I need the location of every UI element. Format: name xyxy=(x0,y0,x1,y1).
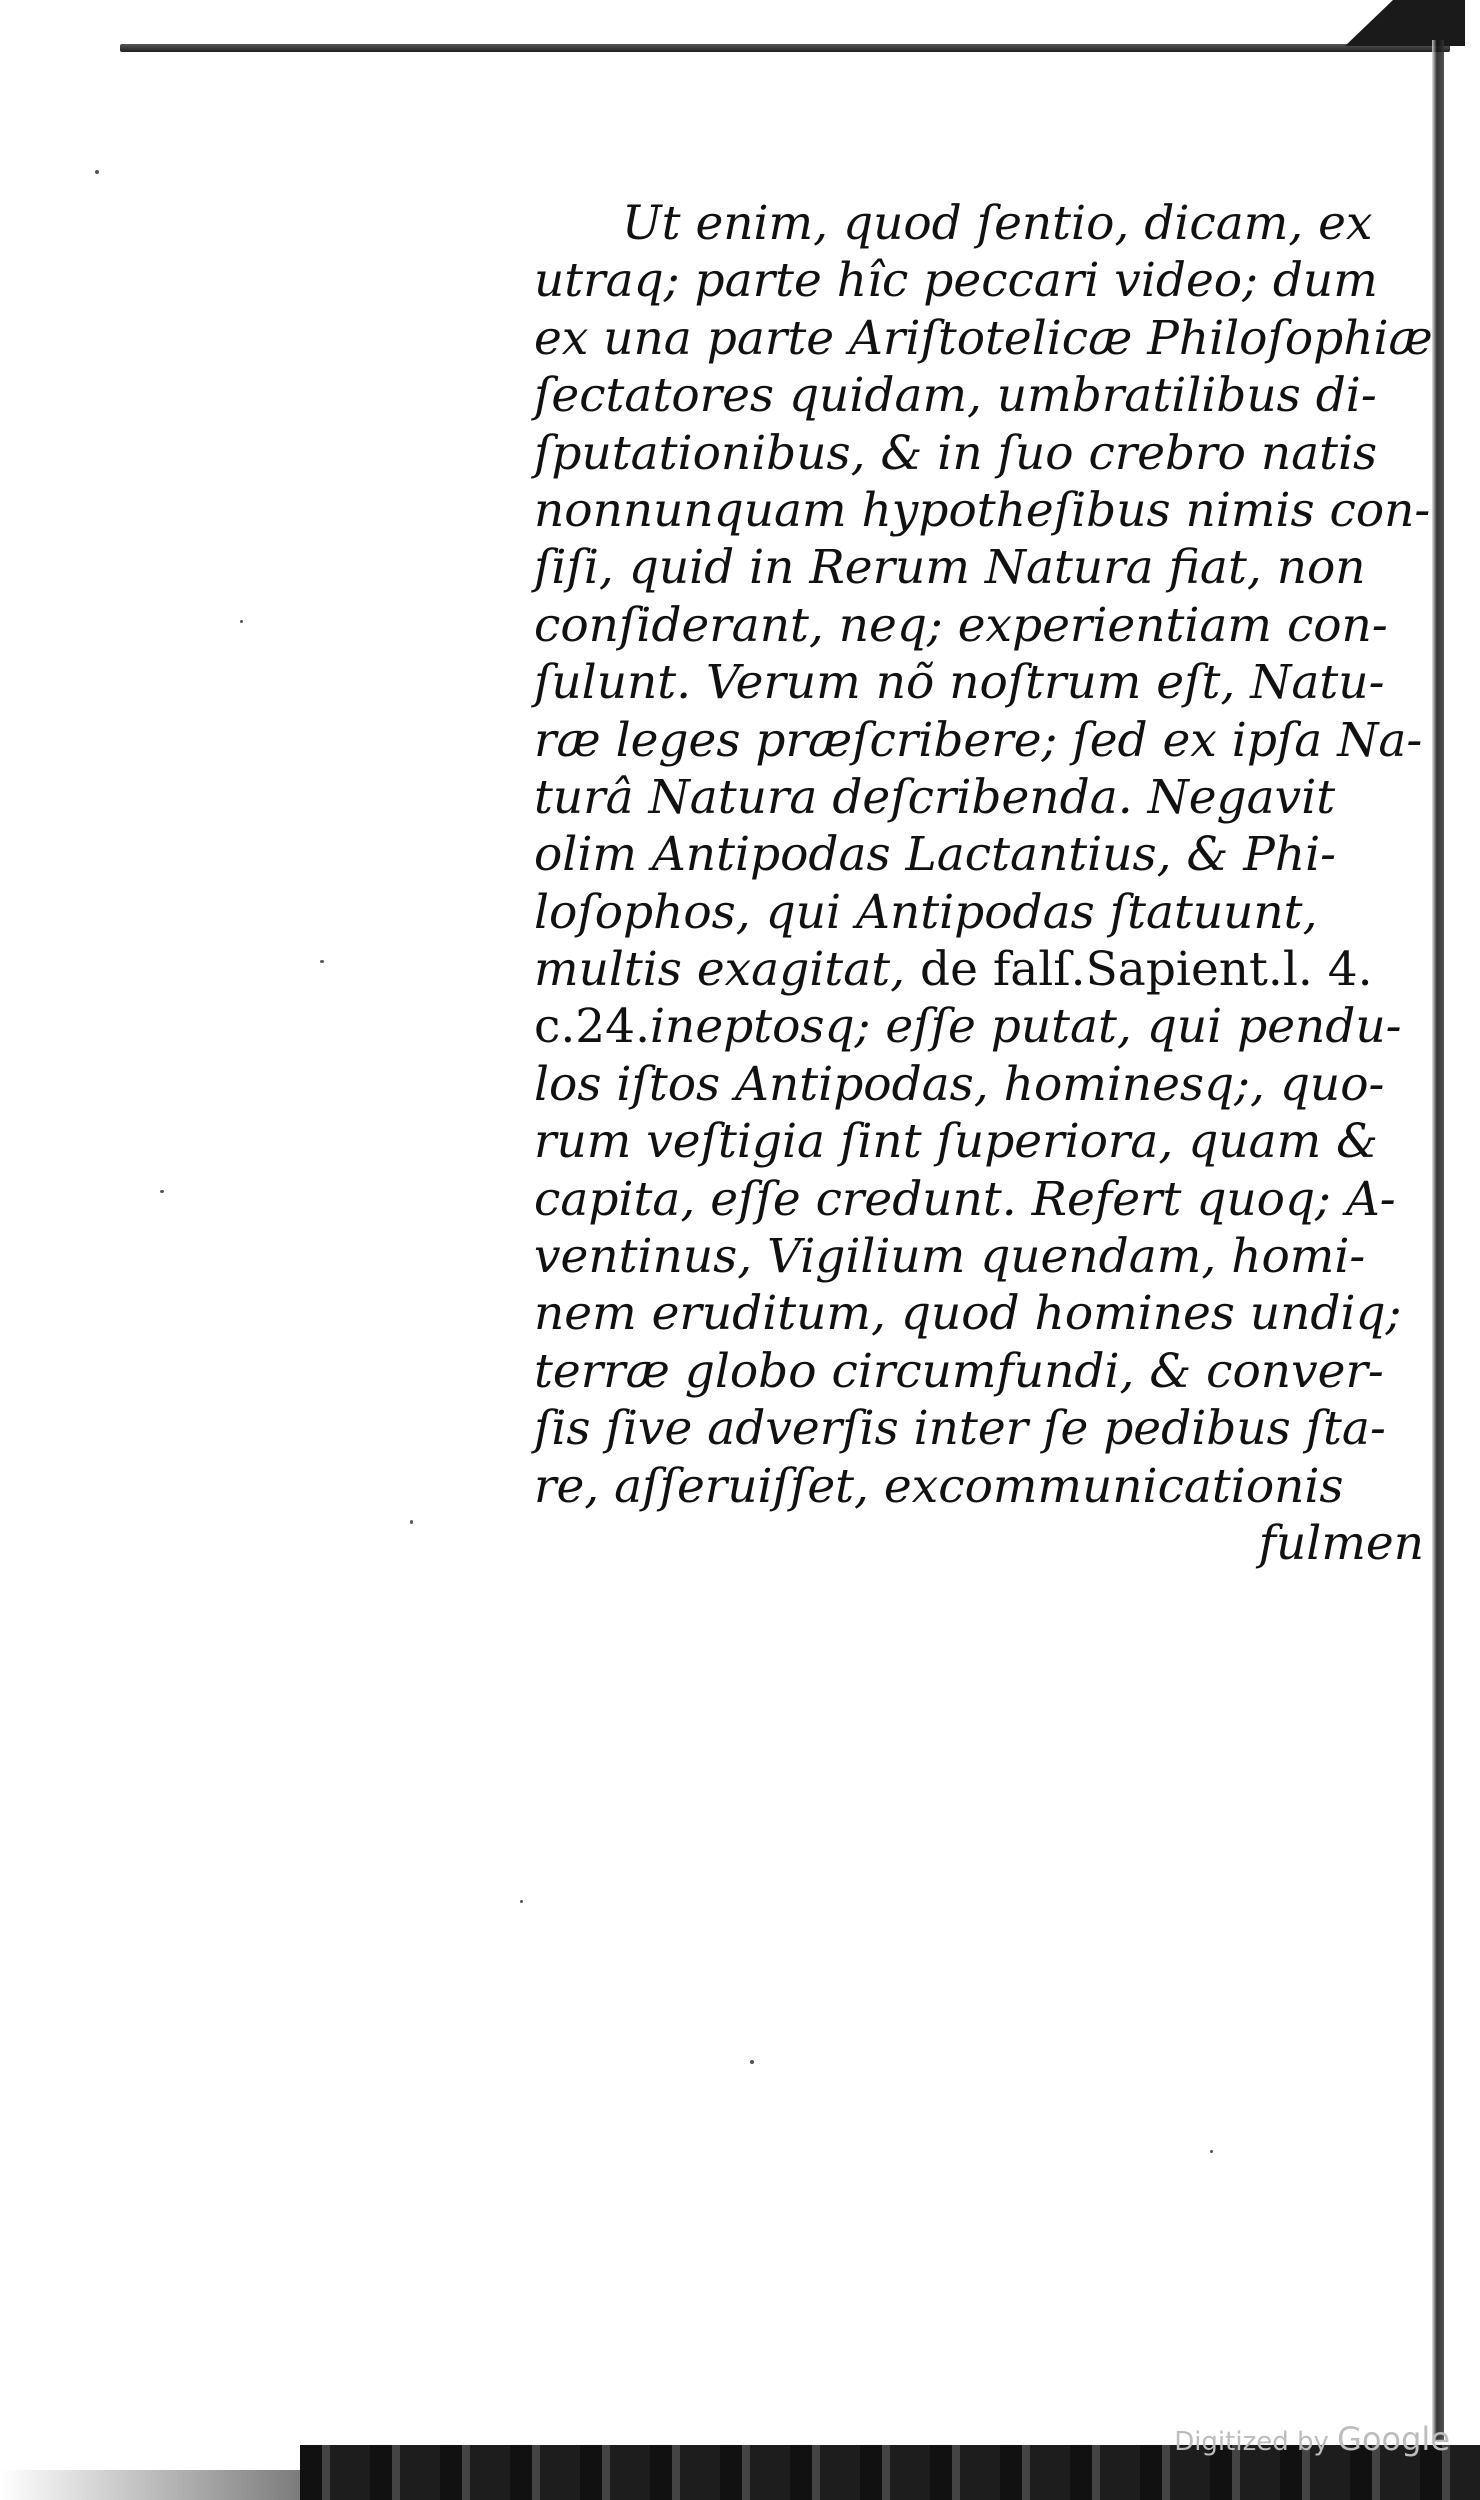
text-line: ſputationibus, & in ſuo crebro natis xyxy=(534,425,1378,481)
text-line: ex una parte Ariſtotelicæ Philoſophiæ xyxy=(534,310,1433,366)
bottom-edge-shadow xyxy=(0,2470,310,2500)
catchword: fulmen xyxy=(1258,1515,1424,1571)
paper-speck xyxy=(1210,2150,1213,2153)
paper-speck xyxy=(750,2060,754,2064)
text-line: ſis ſive adverſis inter ſe pedibus ſta- xyxy=(534,1401,1386,1457)
paper-speck xyxy=(95,170,99,174)
digitized-watermark xyxy=(1174,2420,1450,2458)
paper-speck xyxy=(240,620,243,623)
text-line: Ut enim, quod ſentio, dicam, ex xyxy=(622,196,1373,251)
text-line-citation xyxy=(534,941,1434,998)
text-line: nonnunquam hypotheſibus nimis con- xyxy=(534,482,1431,538)
text-line: los iſtos Antipodas, hominesq;, quo- xyxy=(534,1056,1385,1112)
text-line: rum veſtigia ſint ſuperiora, quam & xyxy=(534,1114,1378,1170)
body-text xyxy=(534,195,1434,1572)
text-line: ſiſi, quid in Rerum Natura fiat, non xyxy=(534,540,1366,596)
citation-reference: de falſ.Sapient.l. 4. xyxy=(905,942,1373,998)
citation-continuation: ineptosq; eſſe putat, qui pendu- xyxy=(650,999,1402,1055)
paper-speck xyxy=(160,1190,164,1193)
citation-chapter: c.24. xyxy=(534,999,651,1055)
text-line-citation xyxy=(534,998,1434,1055)
text-line: ventinus, Vigilium quendam, homi- xyxy=(534,1229,1366,1285)
paper-speck xyxy=(320,960,324,963)
paper-speck xyxy=(410,1520,413,1524)
text-line: capita, eſſe credunt. Refert quoq; A- xyxy=(534,1171,1396,1227)
watermark-prefix: Digitized by xyxy=(1174,2427,1329,2457)
text-line: ſulunt. Verum nõ noſtrum eſt, Natu- xyxy=(534,655,1385,711)
paper-speck xyxy=(520,1900,523,1903)
text-line: conſiderant, neq; experientiam con- xyxy=(534,597,1388,653)
top-edge-shadow xyxy=(1345,0,1465,46)
text-line: nem eruditum, quod homines undiq; xyxy=(534,1286,1402,1342)
text-line: re, aſſeruiſſet, excommunicationis xyxy=(534,1458,1344,1514)
top-rule xyxy=(120,44,1450,52)
text-line: terræ globo circumfundi, & conver- xyxy=(534,1343,1384,1399)
text-line: loſophos, qui Antipodas ſtatuunt, xyxy=(534,884,1318,940)
text-line: ſectatores quidam, umbratilibus di- xyxy=(534,368,1377,424)
watermark-brand: Google xyxy=(1337,2420,1450,2458)
citation-italic: multis exagitat, xyxy=(534,942,906,998)
text-line: ræ leges præſcribere; ſed ex ipſa Na- xyxy=(534,712,1423,768)
text-line: utraq; parte hîc peccari video; dum xyxy=(534,253,1378,309)
text-line: turâ Natura deſcribenda. Negavit xyxy=(534,769,1336,825)
text-line: olim Antipodas Lactantius, & Phi- xyxy=(534,827,1337,883)
